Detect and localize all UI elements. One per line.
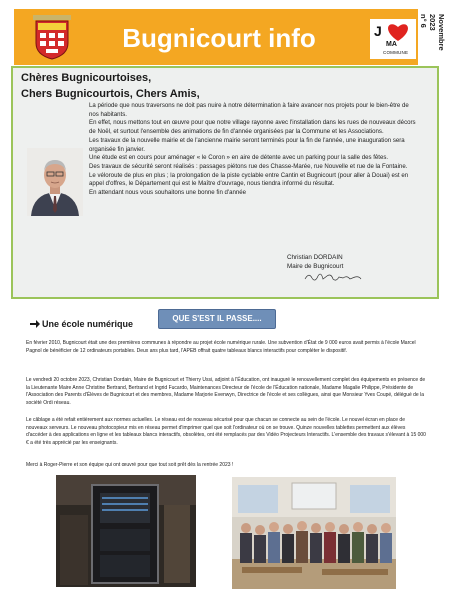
arrow-right-icon xyxy=(30,320,40,328)
article-paragraph: Merci à Roger-Pierre et son équipe qui ont œuvré pour que tout soit prêt dès la rentrée 2023 ! xyxy=(26,462,234,468)
editorial-box xyxy=(11,66,439,299)
signer-name: Christian DORDAIN xyxy=(287,254,343,261)
editorial-paragraph: La période que nous traversons ne doit pas nuire à notre détermination à faire avancer nos projets pour le bien-être de nos habitants. xyxy=(89,102,409,118)
article-paragraph: Le câblage a été refait entièrement aux normes actuelles. Le réseau est de nouveau sécurisé pour que chacun se connecte au sein de l'école. Le nouvel écran en place de nouveaux serveurs. Le nouveau photocopieur mis en réseau permet d'imprimer quel que soit l'ordinateur où on se trouve. Quinze nouvelles tablettes permettent aux élèves d'accéder à des applications en ligne et les tableaux blancs interactifs, obsolètes, ont été remplacés par des Vidéo Projecteurs Interactifs. L'ensemble des travaux s'élevant à 15 000 € a été très apprécié par les enseignants. xyxy=(26,417,426,446)
equipment-photo xyxy=(56,475,196,587)
logo-commune: COMMUNE xyxy=(383,50,409,55)
greeting-line-2: Chers Bugnicourtois, Chers Amis, xyxy=(21,88,200,100)
section-badge: QUE S'EST IL PASSE.... xyxy=(158,309,276,329)
editorial-paragraph: En attendant nous vous souhaitons une bonne fin d'année xyxy=(89,189,247,197)
editorial-paragraph: Une étude est en cours pour aménager « le Coron » en aire de détente avec un parking pour la salle des fêtes. xyxy=(89,154,389,162)
mayor-photo xyxy=(27,148,83,216)
signer-title: Maire de Bugnicourt xyxy=(287,263,344,270)
inauguration-group-photo xyxy=(232,477,396,589)
article-paragraph: Le vendredi 20 octobre 2023, Christian Dordain, Maire de Bugnicourt et Thierry Ussi, adjoint à l'Éducation, ont inauguré le renouvellement complet des équipements en présence de la Lieutenante Maire Anne Christine Bertrand, Bertrand et Ingrid Fucardo, Maintenances Directeur de l'école de l'Éducation nationale, Madame Magalie Philippe, Présidente de l'Association des Parents d'Élèves de Bugnicourt et des membres, Madame Marjorie Evenwyn, Directrice de l'école et ses collègues, ainsi que Monsieur Yves Coupé, délégué de la société Ordi réseau. xyxy=(26,377,426,406)
issue-label xyxy=(405,10,446,66)
newsletter-title: Bugnicourt info xyxy=(122,23,316,53)
village-crest-icon xyxy=(32,15,72,61)
section-title xyxy=(30,319,133,329)
logo-letter: J xyxy=(374,23,382,39)
greeting xyxy=(21,70,321,102)
editorial-paragraph: Les travaux de la nouvelle mairie et de l'ancienne mairie seront terminés pour la fin de l'année, une inauguration sera organisée fin janvier. xyxy=(89,136,405,153)
greeting-line-1: Chères Bugnicourtoises, xyxy=(21,72,152,84)
article-paragraph: En février 2010, Bugnicourt était une des premières communes à répondre au projet école numérique rurale. Une subvention d'État de 9 000 euros avait permis à l'école Marcel Pagnol de bénéficier de 12 ordinateurs portables. Deux ans plus tard, l'APEB offrait quatre tableaux blancs interactifs pour compléter le dispositif. xyxy=(26,340,416,354)
editorial-text xyxy=(89,102,419,198)
editorial-paragraph: Le véloroute de plus en plus ; la prolongation de la piste cyclable entre Cantin et Bugnicourt (pour aller à Douai) est en appel d'offres, le Département qui est le Maître d'ouvrage, nous tiendra informé du résultat. xyxy=(89,171,409,188)
issue-number: n° 6 xyxy=(419,14,428,28)
editorial-paragraph: En effet, nous mettons tout en œuvre pour que notre village rayonne avec l'installation dans les rues de nouveaux décors de Noël, et surtout l'ensemble des animations de fin d'année organisées par la Commune et les Associations. xyxy=(89,119,416,136)
logo-ma: MA xyxy=(386,41,397,48)
section-title-text: Une école numérique xyxy=(42,319,134,329)
issue-month: Novembre 2023 xyxy=(428,14,446,51)
editorial-paragraph: Des travaux de sécurité seront réalisés : passages piétons rue des Chasse-Marée, rue Nouvelle et rue de la Fontaine. xyxy=(89,162,408,170)
handwritten-signature xyxy=(303,270,363,284)
signature-block xyxy=(287,253,407,271)
header-banner xyxy=(14,9,418,65)
